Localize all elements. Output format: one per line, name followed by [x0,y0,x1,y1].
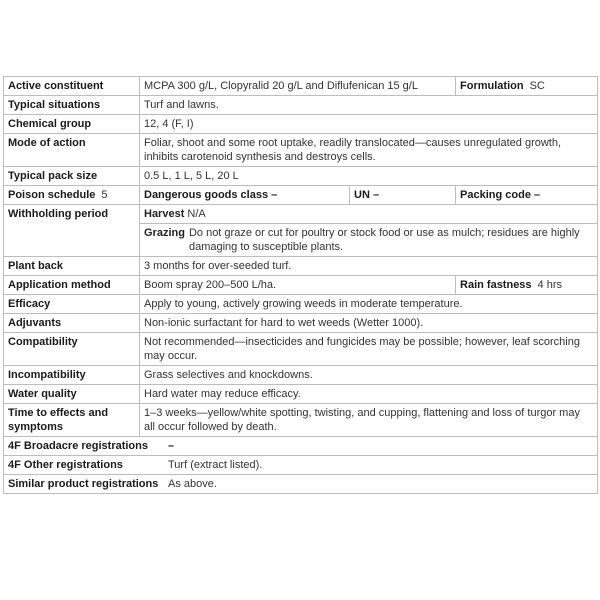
value-plant-back: 3 months for over-seeded turf. [140,257,598,276]
value-active-constituent: MCPA 300 g/L, Clopyralid 20 g/L and Diflufenican 15 g/L [140,77,456,96]
product-info-table [3,76,598,494]
cell-un [350,186,456,205]
row-mode-of-action [4,134,598,167]
value-time-to-effects: 1–3 weeks—yellow/white spotting, twisting, and cupping, flattening and loss of turgor may all occur followed by death. [140,404,598,437]
value-adjuvants: Non-ionic surfactant for hard to wet weeds (Wetter 1000). [140,314,598,333]
row-application-method [4,276,598,295]
label-grazing: Grazing [144,227,185,239]
label-adjuvants: Adjuvants [4,314,140,333]
row-active-constituent [4,77,598,96]
label-withholding-period: Withholding period [4,205,140,257]
row-incompatibility [4,366,598,385]
row-other-registrations [4,456,598,475]
value-similar-products: As above. [168,478,217,490]
label-time-to-effects: Time to effects and symptoms [4,404,140,437]
cell-formulation [456,77,598,96]
label-incompatibility: Incompatibility [4,366,140,385]
value-formulation: SC [529,80,545,92]
row-poison-schedule [4,186,598,205]
value-typical-pack-size: 0.5 L, 1 L, 5 L, 20 L [140,167,598,186]
row-broadacre-registrations [4,437,598,456]
value-incompatibility: Grass selectives and knockdowns. [140,366,598,385]
row-water-quality [4,385,598,404]
value-broadacre: – [168,440,175,452]
row-typical-situations [4,96,598,115]
cell-harvest [140,205,598,224]
label-packing-code: Packing code [460,189,531,201]
value-packing-code: – [534,189,541,201]
label-active-constituent: Active constituent [4,77,140,96]
label-plant-back: Plant back [4,257,140,276]
label-mode-of-action: Mode of action [4,134,140,167]
label-broadacre: 4F Broadacre registrations [8,440,148,452]
value-other-registrations: Turf (extract listed). [168,459,263,471]
row-similar-products [4,475,598,494]
label-typical-pack-size: Typical pack size [4,167,140,186]
label-formulation: Formulation [460,80,524,92]
value-poison-schedule: 5 [101,189,108,201]
label-application-method: Application method [4,276,140,295]
label-similar-products: Similar product registrations [8,478,159,490]
value-compatibility: Not recommended—insecticides and fungicides may be possible; however, leaf scorching may occur. [140,333,598,366]
product-info-sheet [3,76,597,494]
row-time-to-effects [4,404,598,437]
label-dangerous-goods: Dangerous goods class [144,189,269,201]
value-rain-fastness: 4 hrs [537,279,563,291]
cell-broadacre [4,437,598,456]
label-chemical-group: Chemical group [4,115,140,134]
value-typical-situations: Turf and lawns. [140,96,598,115]
label-un: UN [354,189,370,201]
row-plant-back [4,257,598,276]
value-harvest: N/A [187,208,206,220]
row-typical-pack-size [4,167,598,186]
row-withholding-harvest [4,205,598,224]
label-compatibility: Compatibility [4,333,140,366]
label-poison-schedule: Poison schedule [8,189,96,201]
label-water-quality: Water quality [4,385,140,404]
cell-grazing [140,224,598,257]
row-compatibility [4,333,598,366]
label-rain-fastness: Rain fastness [460,279,532,291]
label-typical-situations: Typical situations [4,96,140,115]
row-chemical-group [4,115,598,134]
value-mode-of-action: Foliar, shoot and some root uptake, readily translocated—causes unregulated growth, inhibits carotenoid synthesis and destroys cells. [140,134,598,167]
value-dangerous-goods: – [271,189,278,201]
label-other-registrations: 4F Other registrations [8,459,123,471]
cell-dangerous-goods [140,186,350,205]
value-grazing: Do not graze or cut for poultry or stock food or use as mulch; residues are highly damaging to susceptible plants. [188,227,580,253]
value-application-method: Boom spray 200–500 L/ha. [140,276,456,295]
cell-rain-fastness [456,276,598,295]
label-efficacy: Efficacy [4,295,140,314]
cell-packing-code [456,186,598,205]
value-water-quality: Hard water may reduce efficacy. [140,385,598,404]
value-efficacy: Apply to young, actively growing weeds in moderate temperature. [140,295,598,314]
label-harvest: Harvest [144,208,185,220]
cell-similar-products [4,475,598,494]
row-adjuvants [4,314,598,333]
value-chemical-group: 12, 4 (F, I) [140,115,598,134]
value-un: – [372,189,380,201]
row-efficacy [4,295,598,314]
cell-other-registrations [4,456,598,475]
cell-poison-schedule [4,186,140,205]
